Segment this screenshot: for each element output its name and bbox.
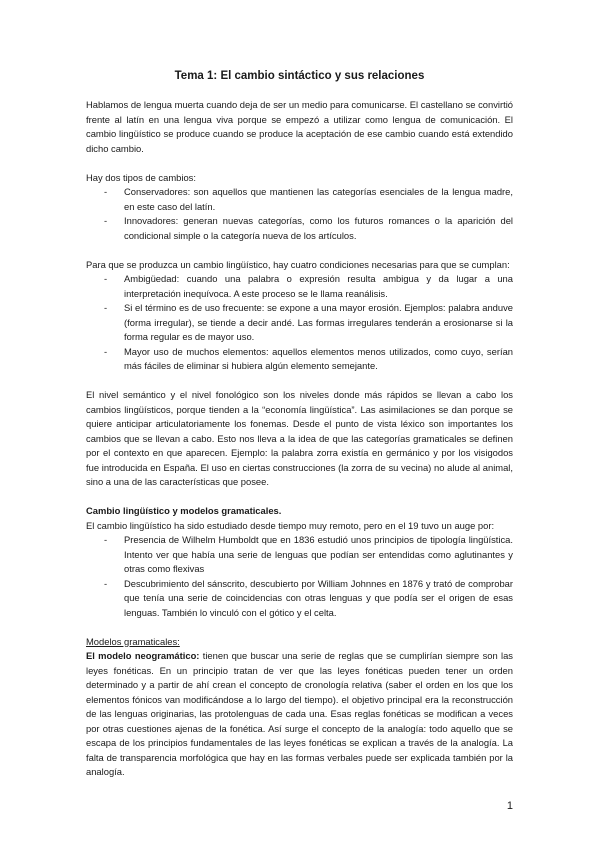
list-item: - Innovadores: generan nuevas categorías, como los futuros romances o la aparición del condicional simple o la categoría nueva de los artículos. [104,215,513,241]
page-title: Tema 1: El cambio sintáctico y sus relaciones [174,70,425,82]
conditions-list [86,272,513,374]
types-intro: Hay dos tipos de cambios: [86,171,196,183]
list-item: - Ambigüedad: cuando una palabra o expresión resulta ambigua y da lugar a una interpretación inequívoca. A este proceso se le llama reanálisis. [104,273,513,299]
list-item: - Descubrimiento del sánscrito, descubierto por William Johnnes en 1876 y trató de comprobar que tenía una serie de coincidencias con otras lenguas y que podía ser el origen de esas lenguas. También lo vinculó con el gótico y el celta. [104,577,513,618]
semantic-paragraph: El nivel semántico y el nivel fonológico son los niveles donde más rápidos se llevan a cabo los cambios lingüísticos, porque tienden a la “economía lingüística”. Las asimilaciones se dan porque se quiere anticipar articulatoriamente los fonemas. Desde el punto de vista léxico son importantes los cambios que se llevan a cabo. Esto nos lleva a la idea de que las categorías gramaticales se definen por el contexto en que aparecen. Ejemplo: la palabra zorra existía en germánico y por los visigodos fue introducida en España. El uso en ciertas construcciones (la zorra de su vecina) no alude al animal, sino a una de las características que posee. [86,389,513,487]
neogrammatical-label: El modelo neogramático: [86,650,200,661]
neogrammatical-text: tienen que buscar una serie de reglas que se cumplirían siempre son las leyes fonéticas. En un principio tratan de ver que las leyes fonéticas pueden tener un orden determinado y a partir de ahí crean el concepto de cronología relativa (saber el orden en los que los elementos fónicos van modificándose a lo largo del tiempo). el objetivo principal era la reconstrucción de las lenguas originarias, las protolenguas de cada una. Esas reglas fonéticas se modifican a veces por otras cuestiones ajenas de la fonética. Así surge el concepto de la analogía: todo aquello que se escapa de los principios fundamentales de las leyes fonéticas se explican a través de la analogía. La falta de transparencia morfológica que hay en las formas verbales puede ser explicada también por la analogía. [86,650,513,777]
document-body [86,98,513,780]
models-heading: Modelos gramaticales: [86,635,180,647]
list-item: - Conservadores: son aquellos que mantienen las categorías esenciales de la lengua madre, en este caso del latín. [104,186,513,212]
page-number: 1 [506,800,513,812]
intro-paragraph: Hablamos de lengua muerta cuando deja de ser un medio para comunicarse. El castellano se convirtió frente al latín en una lengua viva porque se empezó a utilizar como lengua de comunicación. El cambio lingüístico se produce cuando se produce la aceptación de ese cambio cuando está extendido dicho cambio. [86,99,513,154]
list-item: - Presencia de Wilhelm Humboldt que en 1836 estudió unos principios de tipología lingüística. Intento ver que había una serie de lenguas que podían ser entendidas como aglutinantes y otras como flexivas [104,534,513,574]
section-list [86,533,513,620]
section-intro: El cambio lingüístico ha sido estudiado desde tiempo muy remoto, pero en el 19 tuvo un auge por: [86,519,495,531]
neogrammatical-paragraph [86,649,513,780]
types-list [86,185,513,243]
section-heading: Cambio lingüístico y modelos gramaticales. [86,505,282,516]
conditions-intro: Para que se produzca un cambio lingüístico, hay cuatro condiciones necesarias para que se cumplan: [86,258,510,270]
list-item: - Mayor uso de muchos elementos: aquellos elementos menos utilizados, como cuyo, serían más fáciles de eliminar si hubiera algún elemento semejante. [104,345,513,371]
list-item: - Si el término es de uso frecuente: se expone a una mayor erosión. Ejemplos: palabra anduve (forma irregular), se tiende a decir andé. Las formas irregulares tenderán a erosionarse si la forma regular es de mayor uso. [104,302,513,342]
